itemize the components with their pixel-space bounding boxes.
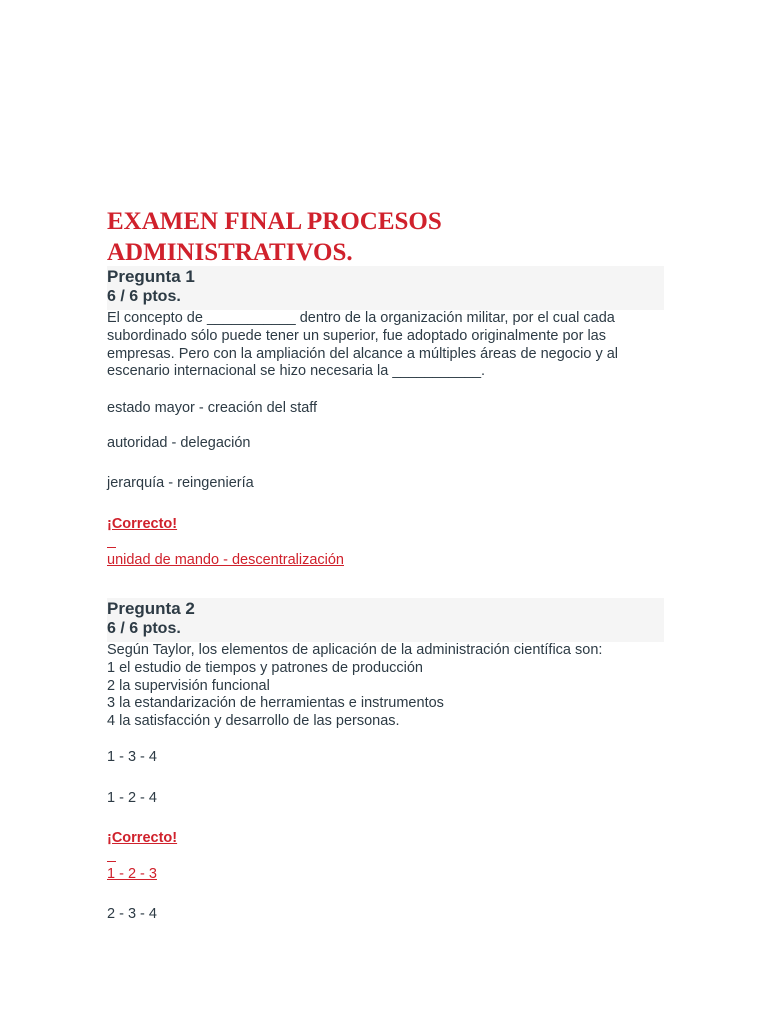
question-title: Pregunta 2 <box>107 599 195 618</box>
question-2 <box>107 598 664 731</box>
question-text-line: Según Taylor, los elementos de aplicación de la administración científica son: <box>107 642 603 658</box>
question-text-line: 4 la satisfacción y desarrollo de las personas. <box>107 713 400 730</box>
question-text <box>107 310 664 381</box>
answer-option[interactable]: jerarquía - reingeniería <box>107 475 254 491</box>
question-text-line: escenario internacional se hizo necesaria la ___________. <box>107 363 486 380</box>
correct-label: ¡Correcto! <box>107 516 178 532</box>
answer-option[interactable]: autoridad - delegación <box>107 435 251 451</box>
correct-marker <box>107 547 116 548</box>
correct-marker <box>107 861 116 862</box>
question-text-line: 1 el estudio de tiempos y patrones de producción <box>107 659 423 676</box>
question-text-line: subordinado sólo puede tener un superior, fue adoptado originalmente por las <box>107 327 606 344</box>
answer-option[interactable]: 1 - 2 - 4 <box>107 790 157 806</box>
page-title: EXAMEN FINAL PROCESOS ADMINISTRATIVOS. <box>107 208 442 266</box>
question-1 <box>107 266 664 381</box>
question-text-line: El concepto de ___________ dentro de la organización militar, por el cual cada <box>107 310 615 326</box>
question-points: 6 / 6 ptos. <box>107 288 181 305</box>
question-title: Pregunta 1 <box>107 267 195 286</box>
question-points: 6 / 6 ptos. <box>107 620 181 637</box>
question-header <box>107 598 664 642</box>
answer-option[interactable]: 2 - 3 - 4 <box>107 906 157 922</box>
question-text-line: 2 la supervisión funcional <box>107 677 270 694</box>
answer-option[interactable]: estado mayor - creación del staff <box>107 400 318 416</box>
correct-answer[interactable]: unidad de mando - descentralización <box>107 552 344 568</box>
answer-option[interactable]: 1 - 3 - 4 <box>107 749 157 765</box>
question-header <box>107 266 664 310</box>
correct-label: ¡Correcto! <box>107 830 178 846</box>
question-text <box>107 642 664 731</box>
question-text-line: empresas. Pero con la ampliación del alcance a múltiples áreas de negocio y al <box>107 345 619 362</box>
correct-answer[interactable]: 1 - 2 - 3 <box>107 866 157 882</box>
question-text-line: 3 la estandarización de herramientas e instrumentos <box>107 695 444 712</box>
